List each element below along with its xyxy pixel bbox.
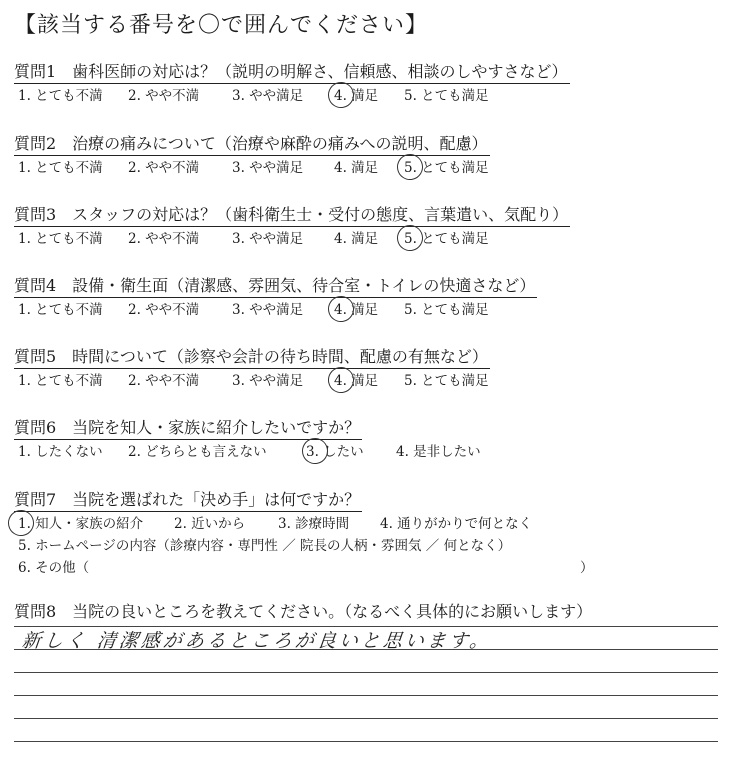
q7-option-2[interactable]: 2. 近いから bbox=[174, 516, 246, 532]
question-6-heading: 質問6 当院を知人・家族に紹介したいですか？ bbox=[14, 418, 362, 440]
q2-option-5[interactable]: 5. とても満足 bbox=[404, 160, 489, 176]
q4-option-3[interactable]: 3. やや満足 bbox=[232, 302, 304, 318]
question-8 bbox=[14, 602, 720, 623]
question-1-heading: 質問1 歯科医師の対応は？（説明の明解さ、信頼感、相談のしやすさなど） bbox=[14, 62, 570, 84]
question-4-heading: 質問4 設備・衛生面（清潔感、雰囲気、待合室・トイレの快適さなど） bbox=[14, 276, 537, 298]
question-3-heading: 質問3 スタッフの対応は？（歯科衛生士・受付の態度、言葉遣い、気配り） bbox=[14, 205, 570, 227]
question-5 bbox=[14, 347, 720, 391]
question-6-options bbox=[14, 442, 720, 462]
question-5-options bbox=[14, 371, 720, 391]
q2-option-2[interactable]: 2. やや不満 bbox=[128, 160, 200, 176]
q1-option-5[interactable]: 5. とても満足 bbox=[404, 88, 489, 104]
question-1-options bbox=[14, 86, 720, 106]
question-1 bbox=[14, 62, 720, 106]
q1-option-4[interactable]: 4. 満足 bbox=[334, 88, 379, 104]
answer-line bbox=[14, 695, 718, 696]
q4-option-4[interactable]: 4. 満足 bbox=[334, 302, 379, 318]
q3-option-2[interactable]: 2. やや不満 bbox=[128, 231, 200, 247]
q7-option-5[interactable]: 5. ホームページの内容（診療内容・専門性 ／ 院長の人柄・雰囲気 ／ 何となく） bbox=[18, 538, 512, 554]
q2-option-4[interactable]: 4. 満足 bbox=[334, 160, 379, 176]
q7-option-6[interactable]: 6. その他（ bbox=[18, 560, 90, 576]
q5-option-1[interactable]: 1. とても不満 bbox=[18, 373, 103, 389]
question-6 bbox=[14, 418, 720, 462]
q5-option-4[interactable]: 4. 満足 bbox=[334, 373, 379, 389]
handwritten-answer[interactable]: 新しく 清潔感があるところが良いと思います。 bbox=[20, 630, 493, 652]
question-7-options-row-3 bbox=[14, 558, 720, 578]
answer-line bbox=[14, 672, 718, 673]
answer-line bbox=[14, 741, 718, 742]
question-7-options-row-1 bbox=[14, 514, 720, 534]
q1-option-3[interactable]: 3. やや満足 bbox=[232, 88, 304, 104]
question-2-heading: 質問2 治療の痛みについて（治療や麻酔の痛みへの説明、配慮） bbox=[14, 134, 490, 156]
q6-option-3[interactable]: 3. したい bbox=[306, 444, 364, 460]
question-7-options-row-2 bbox=[14, 536, 720, 556]
q2-option-3[interactable]: 3. やや満足 bbox=[232, 160, 304, 176]
answer-line bbox=[14, 718, 718, 719]
question-7-heading: 質問7 当院を選ばれた「決め手」は何ですか？ bbox=[14, 490, 362, 512]
q1-option-2[interactable]: 2. やや不満 bbox=[128, 88, 200, 104]
q5-option-3[interactable]: 3. やや満足 bbox=[232, 373, 304, 389]
page-title: 【該当する番号を〇で囲んでください】 bbox=[14, 13, 429, 38]
question-3-options bbox=[14, 229, 720, 249]
question-7 bbox=[14, 490, 720, 578]
q5-option-2[interactable]: 2. やや不満 bbox=[128, 373, 200, 389]
q6-option-4[interactable]: 4. 是非したい bbox=[396, 444, 481, 460]
q1-option-1[interactable]: 1. とても不満 bbox=[18, 88, 103, 104]
q7-option-3[interactable]: 3. 診療時間 bbox=[278, 516, 350, 532]
q7-option-1[interactable]: 1. 知人・家族の紹介 bbox=[18, 516, 144, 532]
question-5-heading: 質問5 時間について（診察や会計の待ち時間、配慮の有無など） bbox=[14, 347, 490, 369]
q6-option-1[interactable]: 1. したくない bbox=[18, 444, 103, 460]
q3-option-1[interactable]: 1. とても不満 bbox=[18, 231, 103, 247]
q3-option-5[interactable]: 5. とても満足 bbox=[404, 231, 489, 247]
question-2-options bbox=[14, 158, 720, 178]
question-8-heading: 質問8 当院の良いところを教えてください。（なるべく具体的にお願いします） bbox=[14, 602, 593, 621]
q4-option-5[interactable]: 5. とても満足 bbox=[404, 302, 489, 318]
q3-option-4[interactable]: 4. 満足 bbox=[334, 231, 379, 247]
q3-option-3[interactable]: 3. やや満足 bbox=[232, 231, 304, 247]
q2-option-1[interactable]: 1. とても不満 bbox=[18, 160, 103, 176]
q4-option-1[interactable]: 1. とても不満 bbox=[18, 302, 103, 318]
question-4 bbox=[14, 276, 720, 320]
question-2 bbox=[14, 134, 720, 178]
q6-option-2[interactable]: 2. どちらとも言えない bbox=[128, 444, 267, 460]
q5-option-5[interactable]: 5. とても満足 bbox=[404, 373, 489, 389]
q7-option-4[interactable]: 4. 通りがかりで何となく bbox=[380, 516, 533, 532]
q7-option-6-close: ） bbox=[580, 560, 594, 576]
q4-option-2[interactable]: 2. やや不満 bbox=[128, 302, 200, 318]
question-4-options bbox=[14, 300, 720, 320]
question-3 bbox=[14, 205, 720, 249]
